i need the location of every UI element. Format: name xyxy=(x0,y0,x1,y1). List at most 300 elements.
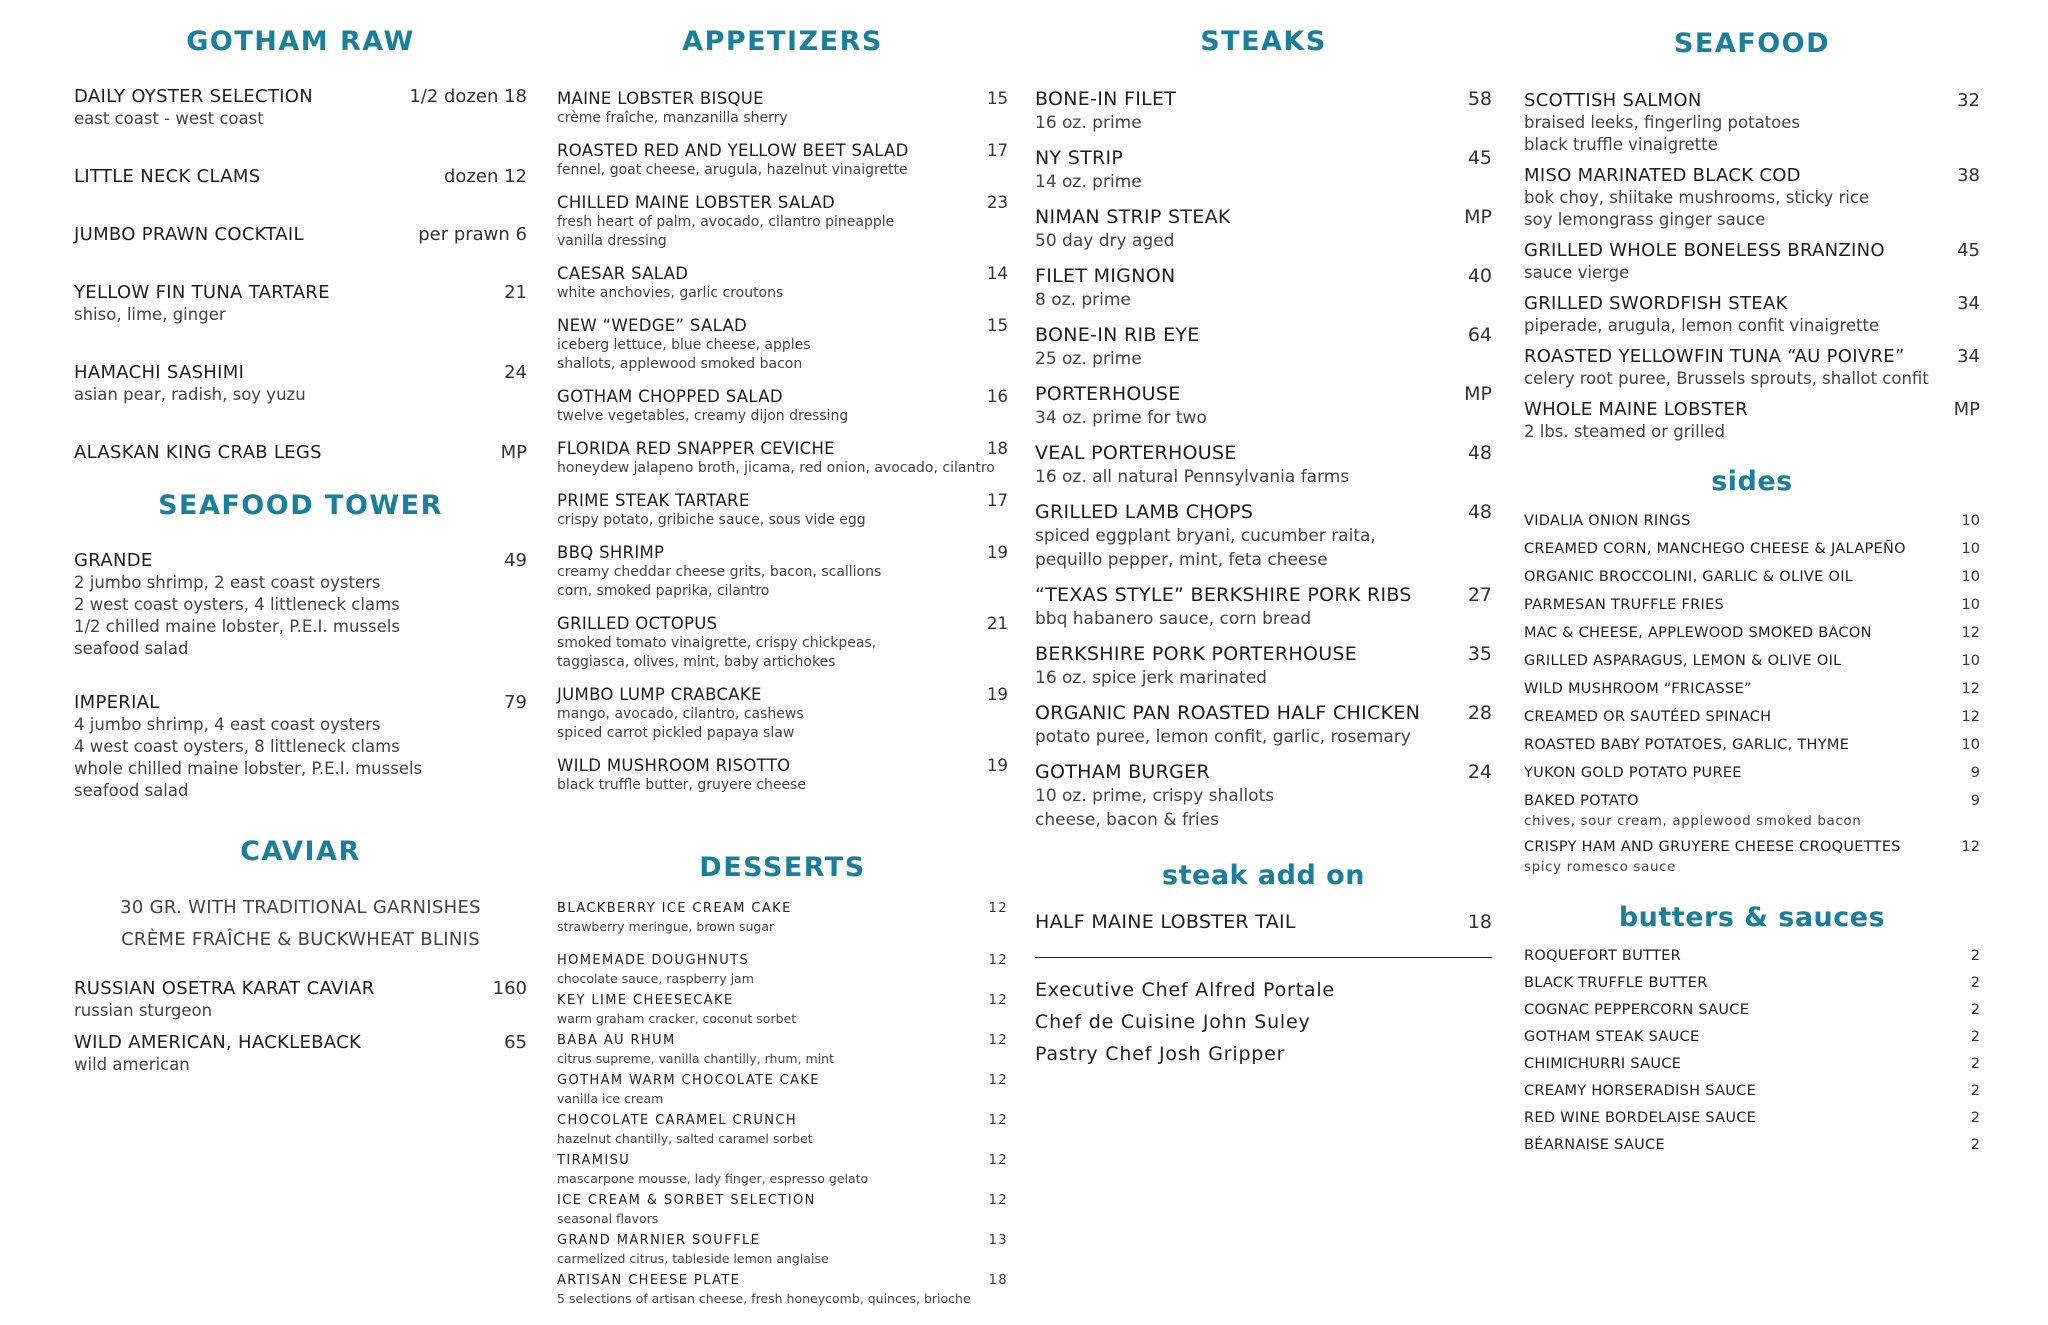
menu-item xyxy=(557,1231,1008,1268)
menu-item xyxy=(74,86,527,130)
item-name: DAILY OYSTER SELECTION xyxy=(74,86,314,107)
item-description: 16 oz. spice jerk marinated xyxy=(1035,668,1267,688)
item-price: per prawn 6 xyxy=(418,224,527,245)
item-description: 2 jumbo shrimp, 2 east coast oysters xyxy=(74,573,381,592)
chef-credit: Executive Chef Alfred Portale xyxy=(1035,979,1335,1001)
item-name: GRAND MARNIER SOUFFLE xyxy=(557,1233,761,1248)
item-price: 18 xyxy=(1467,911,1492,933)
menu-item xyxy=(74,692,527,802)
item-name: ORGANIC BROCCOLINI, GARLIC & OLIVE OIL xyxy=(1524,569,1854,585)
item-price: 28 xyxy=(1467,702,1492,724)
item-description: vanilla ice cream xyxy=(557,1091,664,1106)
menu-item xyxy=(1524,1080,1980,1102)
item-price: 45 xyxy=(1957,240,1980,261)
item-name: CREAMED OR SAUTÉED SPINACH xyxy=(1524,709,1772,725)
item-name: GOTHAM BURGER xyxy=(1035,761,1210,783)
item-name: BABA AU RHUM xyxy=(557,1033,676,1048)
item-name: RED WINE BORDELAISE SAUCE xyxy=(1524,1110,1757,1126)
item-name: HALF MAINE LOBSTER TAIL xyxy=(1035,911,1296,933)
menu-item xyxy=(1524,566,1980,588)
item-description: spicy romesco sauce xyxy=(1524,859,1677,875)
item-description: creamy cheddar cheese grits, bacon, scallions xyxy=(557,564,882,580)
item-name: CHOCOLATE CARAMEL CRUNCH xyxy=(557,1113,798,1128)
item-price: 18 xyxy=(988,1273,1008,1288)
menu-item xyxy=(1035,441,1492,489)
item-name: GRILLED ASPARAGUS, LEMON & OLIVE OIL xyxy=(1524,653,1842,669)
item-description: taggiasca, olives, mint, baby artichokes xyxy=(557,654,836,670)
item-name: BLACKBERRY ICE CREAM CAKE xyxy=(557,901,792,916)
item-name: BONE-IN RIB EYE xyxy=(1035,324,1200,346)
item-price: MP xyxy=(500,442,527,463)
menu-item xyxy=(1524,650,1980,672)
item-name: ROASTED BABY POTATOES, GARLIC, THYME xyxy=(1524,737,1850,753)
item-description: 34 oz. prime for two xyxy=(1035,408,1207,428)
caviar-note-line: 30 GR. WITH TRADITIONAL GARNISHES xyxy=(120,897,481,918)
item-description: 4 jumbo shrimp, 4 east coast oysters xyxy=(74,715,381,734)
chef-credits xyxy=(1035,974,1335,1070)
item-price: 24 xyxy=(1467,761,1492,783)
section-title-caviar: CAVIAR xyxy=(240,836,361,867)
item-price: 12 xyxy=(988,1153,1008,1168)
item-price: 49 xyxy=(504,550,527,571)
menu-item xyxy=(1524,1107,1980,1129)
item-price: 19 xyxy=(987,756,1008,775)
menu-item xyxy=(557,1151,1008,1188)
item-price: 48 xyxy=(1467,442,1492,464)
menu-item xyxy=(557,614,1008,672)
item-name: ORGANIC PAN ROASTED HALF CHICKEN xyxy=(1035,702,1421,724)
menu-item xyxy=(1524,762,1980,784)
item-description: spiced carrot pickled papaya slaw xyxy=(557,725,795,741)
item-name: ICE CREAM & SORBET SELECTION xyxy=(557,1193,816,1208)
item-description: 5 selections of artisan cheese, fresh honeycomb, quinces, brioche xyxy=(557,1291,971,1306)
menu-item xyxy=(1035,910,1492,934)
menu-item xyxy=(557,264,1008,303)
item-description: citrus supreme, vanilla chantilly, rhum, mint xyxy=(557,1051,834,1066)
item-description: chives, sour cream, applewood smoked bacon xyxy=(1524,813,1862,829)
item-price: 15 xyxy=(987,89,1008,108)
item-name: CREAMED CORN, MANCHEGO CHEESE & JALAPEÑO xyxy=(1524,541,1906,557)
item-price: dozen 12 xyxy=(444,166,527,187)
item-price: 12 xyxy=(1961,625,1980,641)
item-name: BÉARNAISE SAUCE xyxy=(1524,1137,1665,1153)
item-description: 25 oz. prime xyxy=(1035,349,1142,369)
item-price: 23 xyxy=(987,193,1008,212)
item-price: 38 xyxy=(1957,165,1980,186)
menu-item xyxy=(1524,594,1980,616)
caviar-garnish-note xyxy=(74,892,527,956)
item-description: black truffle butter, gruyere cheese xyxy=(557,777,806,793)
item-description: pequillo pepper, mint, feta cheese xyxy=(1035,550,1328,570)
item-price: 24 xyxy=(504,362,527,383)
item-description: 2 lbs. steamed or grilled xyxy=(1524,422,1725,441)
item-price: 32 xyxy=(1957,90,1980,111)
item-name: FLORIDA RED SNAPPER CEVICHE xyxy=(557,439,835,458)
item-price: 16 xyxy=(987,387,1008,406)
menu-item xyxy=(74,282,527,326)
menu-item xyxy=(557,1271,1008,1308)
menu-item xyxy=(557,1031,1008,1068)
section-title-sides: sides xyxy=(1711,466,1793,497)
menu-item xyxy=(74,224,527,246)
item-name: WILD AMERICAN, HACKLEBACK xyxy=(74,1032,362,1053)
item-name: GRILLED SWORDFISH STEAK xyxy=(1524,293,1788,314)
item-price: 10 xyxy=(1961,737,1980,753)
item-description: corn, smoked paprika, cilantro xyxy=(557,583,770,599)
item-description: 16 oz. all natural Pennsylvania farms xyxy=(1035,467,1350,487)
item-name: NIMAN STRIP STEAK xyxy=(1035,206,1231,228)
item-description: crème fraîche, manzanilla sherry xyxy=(557,110,788,126)
sides-list xyxy=(1524,510,1980,876)
item-name: YELLOW FIN TUNA TARTARE xyxy=(74,282,330,303)
caviar-list xyxy=(74,978,527,1076)
caviar-note-line: CRÈME FRAÎCHE & BUCKWHEAT BLINIS xyxy=(121,929,480,950)
item-name: ARTISAN CHEESE PLATE xyxy=(557,1273,741,1288)
appetizers-list xyxy=(557,89,1008,795)
item-name: GOTHAM STEAK SAUCE xyxy=(1524,1029,1700,1045)
section-title-desserts: DESSERTS xyxy=(699,852,866,883)
item-description: 10 oz. prime, crispy shallots xyxy=(1035,786,1275,806)
item-description: seafood salad xyxy=(74,781,189,800)
menu-item xyxy=(1524,734,1980,756)
item-name: HOMEMADE DOUGHNUTS xyxy=(557,953,750,968)
item-description: 2 west coast oysters, 4 littleneck clams xyxy=(74,595,400,614)
menu-item xyxy=(1035,500,1492,572)
item-description: hazelnut chantilly, salted caramel sorbet xyxy=(557,1131,813,1146)
menu-item xyxy=(74,442,527,464)
item-name: WILD MUSHROOM RISOTTO xyxy=(557,756,791,775)
item-description: potato puree, lemon confit, garlic, rosemary xyxy=(1035,727,1411,747)
section-title-butters-sauces: butters & sauces xyxy=(1618,902,1886,933)
item-price: 21 xyxy=(987,614,1008,633)
menu-item xyxy=(1524,240,1980,284)
menu-item xyxy=(557,89,1008,128)
menu-item xyxy=(74,1032,527,1076)
menu-item xyxy=(1035,583,1492,631)
item-price: 2 xyxy=(1970,1110,1980,1126)
section-title-steak-add-on: steak add on xyxy=(1162,860,1365,891)
item-description: 4 west coast oysters, 8 littleneck clams xyxy=(74,737,400,756)
item-description: 8 oz. prime xyxy=(1035,290,1131,310)
menu-item xyxy=(74,550,527,660)
item-description: asian pear, radish, soy yuzu xyxy=(74,385,306,404)
item-price: 10 xyxy=(1961,597,1980,613)
seafood-tower-list xyxy=(74,550,527,802)
divider xyxy=(1035,957,1492,958)
menu-item xyxy=(1524,399,1980,443)
item-name: PORTERHOUSE xyxy=(1035,383,1181,405)
desserts-list xyxy=(557,899,1008,1308)
item-price: 2 xyxy=(1970,1137,1980,1153)
item-description: shiso, lime, ginger xyxy=(74,305,226,324)
item-price: 10 xyxy=(1961,653,1980,669)
item-price: 34 xyxy=(1957,293,1980,314)
item-price: 13 xyxy=(988,1233,1008,1248)
item-name: GOTHAM CHOPPED SALAD xyxy=(557,387,783,406)
menu-item xyxy=(74,166,527,188)
menu-item xyxy=(1524,622,1980,644)
steak-add-on-list xyxy=(1035,910,1492,934)
item-name: COGNAC PEPPERCORN SAUCE xyxy=(1524,1002,1750,1018)
item-name: KEY LIME CHEESECAKE xyxy=(557,993,734,1008)
item-description: bok choy, shiitake mushrooms, sticky rice xyxy=(1524,188,1870,207)
item-price: 160 xyxy=(492,978,527,999)
menu-item xyxy=(1035,701,1492,749)
menu-item xyxy=(1035,146,1492,194)
menu-item xyxy=(1524,346,1980,390)
item-price: 2 xyxy=(1970,1029,1980,1045)
chef-credit: Chef de Cuisine John Suley xyxy=(1035,1011,1311,1033)
section-title-seafood-tower: SEAFOOD TOWER xyxy=(158,490,443,521)
item-description: celery root puree, Brussels sprouts, shallot confit xyxy=(1524,369,1929,388)
item-name: BERKSHIRE PORK PORTERHOUSE xyxy=(1035,643,1358,665)
item-price: 48 xyxy=(1467,501,1492,523)
item-description: whole chilled maine lobster, P.E.I. mussels xyxy=(74,759,423,778)
menu-item xyxy=(1035,323,1492,371)
menu-item xyxy=(557,1191,1008,1228)
menu-item xyxy=(1524,1134,1980,1156)
item-price: 21 xyxy=(504,282,527,303)
item-name: JUMBO LUMP CRABCAKE xyxy=(557,685,762,704)
item-description: iceberg lettuce, blue cheese, apples xyxy=(557,337,811,353)
item-price: 12 xyxy=(1961,709,1980,725)
item-price: 2 xyxy=(1970,1002,1980,1018)
menu-item xyxy=(1524,1026,1980,1048)
item-price: 79 xyxy=(504,692,527,713)
item-description: braised leeks, fingerling potatoes xyxy=(1524,113,1801,132)
item-name: GOTHAM WARM CHOCOLATE CAKE xyxy=(557,1073,820,1088)
item-price: 2 xyxy=(1970,975,1980,991)
item-name: RUSSIAN OSETRA KARAT CAVIAR xyxy=(74,978,375,999)
section-title-gotham-raw: GOTHAM RAW xyxy=(186,26,415,57)
menu-item xyxy=(557,1111,1008,1148)
item-price: 64 xyxy=(1467,324,1492,346)
item-price: 12 xyxy=(988,993,1008,1008)
item-price: 2 xyxy=(1970,948,1980,964)
item-price: MP xyxy=(1464,383,1492,405)
menu-item xyxy=(1035,760,1492,832)
item-description: warm graham cracker, coconut sorbet xyxy=(557,1011,797,1026)
menu-item xyxy=(74,978,527,1022)
menu-item xyxy=(1524,836,1980,876)
menu-item xyxy=(1035,205,1492,253)
item-name: ROASTED YELLOWFIN TUNA “AU POIVRE” xyxy=(1524,346,1905,367)
menu-item xyxy=(557,1071,1008,1108)
item-name: FILET MIGNON xyxy=(1035,265,1176,287)
menu-item xyxy=(1524,972,1980,994)
item-description: vanilla dressing xyxy=(557,233,667,249)
item-description: black truffle vinaigrette xyxy=(1524,135,1718,154)
item-price: 12 xyxy=(988,1073,1008,1088)
item-name: MAC & CHEESE, APPLEWOOD SMOKED BACON xyxy=(1524,625,1872,641)
item-price: 12 xyxy=(988,953,1008,968)
item-description: chocolate sauce, raspberry jam xyxy=(557,971,754,986)
item-name: ALASKAN KING CRAB LEGS xyxy=(74,442,322,463)
item-name: GRILLED OCTOPUS xyxy=(557,614,718,633)
item-name: CHIMICHURRI SAUCE xyxy=(1524,1056,1682,1072)
item-name: CAESAR SALAD xyxy=(557,264,689,283)
item-price: 2 xyxy=(1970,1083,1980,1099)
butters-sauces-list xyxy=(1524,945,1980,1156)
menu-item xyxy=(557,439,1008,478)
item-name: VEAL PORTERHOUSE xyxy=(1035,442,1237,464)
menu-item xyxy=(557,193,1008,251)
item-name: WILD MUSHROOM “FRICASSE” xyxy=(1524,681,1752,697)
item-description: cheese, bacon & fries xyxy=(1035,810,1219,830)
item-description: east coast - west coast xyxy=(74,109,264,128)
gotham-raw-list xyxy=(74,86,527,464)
item-name: YUKON GOLD POTATO PUREE xyxy=(1524,765,1742,781)
menu-item xyxy=(1524,706,1980,728)
section-title-steaks: STEAKS xyxy=(1200,26,1327,57)
item-description: crispy potato, gribiche sauce, sous vide egg xyxy=(557,512,866,528)
item-description: fresh heart of palm, avocado, cilantro pineapple xyxy=(557,214,895,230)
menu-item xyxy=(1035,87,1492,135)
item-name: PARMESAN TRUFFLE FRIES xyxy=(1524,597,1725,613)
item-name: TIRAMISU xyxy=(557,1153,631,1168)
item-description: honeydew jalapeno broth, jicama, red onion, avocado, cilantro xyxy=(557,460,995,476)
seafood-list xyxy=(1524,90,1980,443)
item-price: 19 xyxy=(987,543,1008,562)
item-description: 16 oz. prime xyxy=(1035,113,1142,133)
menu-item xyxy=(557,685,1008,743)
item-price: 45 xyxy=(1467,147,1492,169)
item-description: spiced eggplant bryani, cucumber raita, xyxy=(1035,526,1376,546)
menu-item xyxy=(1524,999,1980,1021)
steaks-list xyxy=(1035,87,1492,832)
item-name: BAKED POTATO xyxy=(1524,793,1639,809)
item-description: 50 day dry aged xyxy=(1035,231,1175,251)
item-price: 27 xyxy=(1467,584,1492,606)
item-description: shallots, applewood smoked bacon xyxy=(557,356,803,372)
menu-item xyxy=(1035,642,1492,690)
menu-item xyxy=(557,951,1008,988)
item-name: CRISPY HAM AND GRUYERE CHEESE CROQUETTES xyxy=(1524,839,1901,855)
item-name: JUMBO PRAWN COCKTAIL xyxy=(74,224,304,245)
item-name: BBQ SHRIMP xyxy=(557,543,665,562)
item-name: BONE-IN FILET xyxy=(1035,88,1177,110)
menu-item xyxy=(557,141,1008,180)
item-price: 10 xyxy=(1961,569,1980,585)
item-name: MAINE LOBSTER BISQUE xyxy=(557,89,764,108)
item-description: piperade, arugula, lemon confit vinaigrette xyxy=(1524,316,1880,335)
menu-item xyxy=(557,491,1008,530)
menu-item xyxy=(1524,678,1980,700)
menu-item xyxy=(557,543,1008,601)
item-description: sauce vierge xyxy=(1524,263,1630,282)
item-name: GRILLED WHOLE BONELESS BRANZINO xyxy=(1524,240,1885,261)
item-price: 12 xyxy=(988,1113,1008,1128)
item-name: “TEXAS STYLE” BERKSHIRE PORK RIBS xyxy=(1035,584,1412,606)
item-price: 18 xyxy=(987,439,1008,458)
item-price: 15 xyxy=(987,316,1008,335)
item-description: twelve vegetables, creamy dijon dressing xyxy=(557,408,849,424)
menu-item xyxy=(1524,510,1980,532)
item-name: CHILLED MAINE LOBSTER SALAD xyxy=(557,193,835,212)
menu-item xyxy=(1524,538,1980,560)
menu-item xyxy=(557,387,1008,426)
item-name: ROQUEFORT BUTTER xyxy=(1524,948,1681,964)
item-name: IMPERIAL xyxy=(74,692,160,713)
item-name: CREAMY HORSERADISH SAUCE xyxy=(1524,1083,1757,1099)
item-description: 14 oz. prime xyxy=(1035,172,1142,192)
item-name: WHOLE MAINE LOBSTER xyxy=(1524,399,1748,420)
item-description: seafood salad xyxy=(74,639,189,658)
item-price: 1/2 dozen 18 xyxy=(409,86,527,107)
item-price: 19 xyxy=(987,685,1008,704)
item-description: russian sturgeon xyxy=(74,1001,213,1020)
menu-item xyxy=(1035,382,1492,430)
item-price: 35 xyxy=(1467,643,1492,665)
menu-item xyxy=(74,362,527,406)
item-description: mascarpone mousse, lady finger, espresso gelato xyxy=(557,1171,869,1186)
item-price: 17 xyxy=(987,491,1008,510)
item-name: VIDALIA ONION RINGS xyxy=(1524,513,1691,529)
item-price: MP xyxy=(1464,206,1492,228)
item-name: LITTLE NECK CLAMS xyxy=(74,166,261,187)
item-description: strawberry meringue, brown sugar xyxy=(557,919,775,934)
chef-credit: Pastry Chef Josh Gripper xyxy=(1035,1043,1286,1065)
item-description: bbq habanero sauce, corn bread xyxy=(1035,609,1312,629)
item-name: NEW “WEDGE” SALAD xyxy=(557,316,748,335)
menu-item xyxy=(557,756,1008,795)
menu-item xyxy=(1524,945,1980,967)
menu-item xyxy=(1524,165,1980,231)
item-price: MP xyxy=(1953,399,1980,420)
menu-item xyxy=(557,991,1008,1028)
item-price: 12 xyxy=(1961,839,1980,855)
item-price: 17 xyxy=(987,141,1008,160)
item-price: 34 xyxy=(1957,346,1980,367)
item-description: smoked tomato vinaigrette, crispy chickpeas, xyxy=(557,635,877,651)
item-price: 10 xyxy=(1961,513,1980,529)
menu-item xyxy=(1524,1053,1980,1075)
section-title-seafood: SEAFOOD xyxy=(1673,28,1831,59)
item-description: carmelized citrus, tableside lemon anglaise xyxy=(557,1251,829,1266)
item-name: ROASTED RED AND YELLOW BEET SALAD xyxy=(557,141,909,160)
item-price: 2 xyxy=(1970,1056,1980,1072)
menu-item xyxy=(1524,293,1980,337)
item-description: 1/2 chilled maine lobster, P.E.I. mussels xyxy=(74,617,400,636)
item-name: NY STRIP xyxy=(1035,147,1124,169)
item-description: seasonal flavors xyxy=(557,1211,659,1226)
item-price: 9 xyxy=(1970,765,1980,781)
item-description: wild american xyxy=(74,1055,190,1074)
item-description: fennel, goat cheese, arugula, hazelnut vinaigrette xyxy=(557,162,908,178)
item-price: 65 xyxy=(504,1032,527,1053)
item-price: 12 xyxy=(988,1193,1008,1208)
item-name: SCOTTISH SALMON xyxy=(1524,90,1702,111)
menu-item xyxy=(1524,790,1980,830)
menu-item xyxy=(1524,90,1980,156)
item-price: 12 xyxy=(988,1033,1008,1048)
menu-item xyxy=(557,316,1008,374)
item-price: 58 xyxy=(1467,88,1492,110)
menu-item xyxy=(557,899,1008,936)
section-title-appetizers: APPETIZERS xyxy=(682,26,883,57)
item-price: 40 xyxy=(1467,265,1492,287)
item-name: GRILLED LAMB CHOPS xyxy=(1035,501,1254,523)
item-description: white anchovies, garlic croutons xyxy=(557,285,784,301)
item-price: 14 xyxy=(987,264,1008,283)
item-name: BLACK TRUFFLE BUTTER xyxy=(1524,975,1708,991)
item-price: 12 xyxy=(988,901,1008,916)
item-name: PRIME STEAK TARTARE xyxy=(557,491,750,510)
item-name: MISO MARINATED BLACK COD xyxy=(1524,165,1801,186)
item-price: 12 xyxy=(1961,681,1980,697)
item-name: GRANDE xyxy=(74,550,153,571)
item-description: mango, avocado, cilantro, cashews xyxy=(557,706,804,722)
